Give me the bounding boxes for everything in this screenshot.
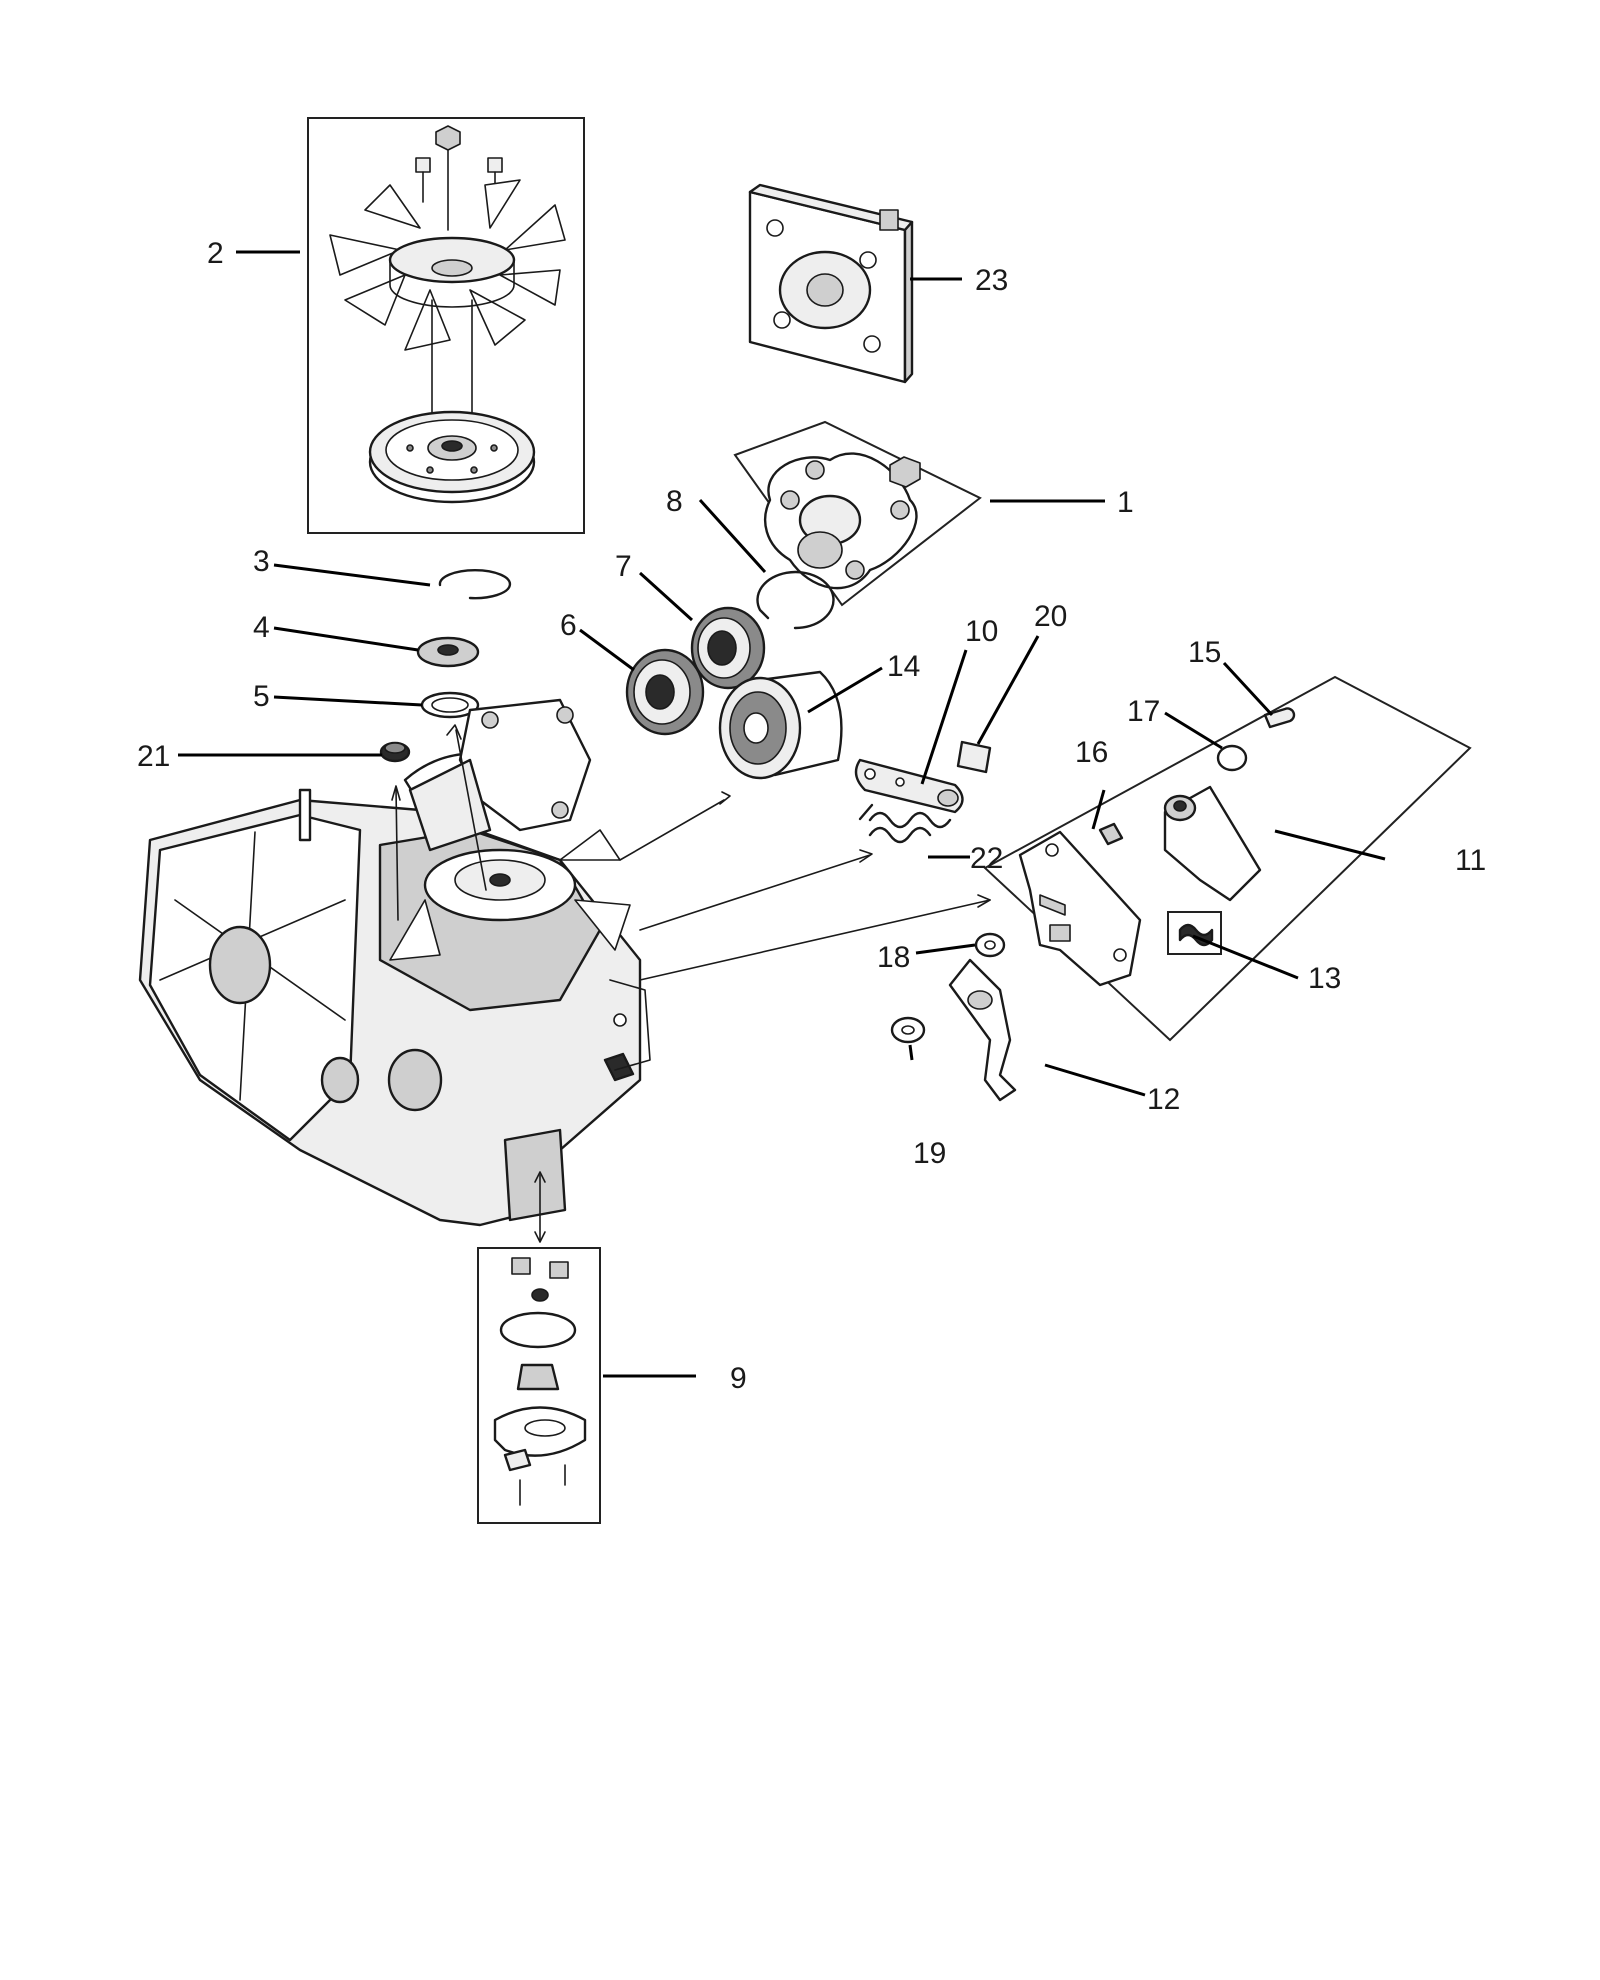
callout-6: 6 [560,609,577,642]
washer-18 [976,934,1004,956]
callout-15: 15 [1188,636,1222,669]
vent-cap-21 [381,743,409,761]
callout-22: 22 [970,842,1004,875]
callout-19: 19 [913,1137,947,1170]
mounting-plate [750,185,912,382]
retaining-ring-8 [757,572,833,628]
clip-20 [958,742,990,772]
idler-wheel-14 [720,672,841,778]
control-arm-kit-group [985,677,1470,1040]
lug-nut [890,457,920,487]
callout-13: 13 [1308,962,1342,995]
callout-12: 12 [1147,1083,1181,1116]
fan-pulley-kit-group [308,118,584,533]
callout-2: 2 [207,237,224,270]
callout-4: 4 [253,611,270,644]
callout-23: 23 [975,264,1009,297]
callout-8: 8 [666,485,683,518]
callout-7: 7 [615,550,632,583]
snap-ring-3 [440,570,510,598]
callout-11: 11 [1455,844,1487,877]
link-bracket-12 [950,960,1015,1100]
transaxle-housing [140,700,650,1225]
callout-5: 5 [253,680,270,713]
drive-pulley [370,412,534,502]
callout-3: 3 [253,545,270,578]
control-bracket [1020,832,1140,985]
callout-16: 16 [1075,736,1109,769]
charge-pump-kit-group [478,1248,600,1523]
bolt-16 [1100,824,1122,844]
callout-20: 20 [1034,600,1068,633]
bearing-6 [627,650,703,734]
callout-21: 21 [137,740,171,773]
washer-17 [1218,746,1246,770]
washer-19 [892,1018,924,1042]
control-arm [1165,787,1260,900]
callout-14: 14 [887,650,921,683]
torsion-spring-22 [860,805,950,842]
callout-17: 17 [1127,695,1161,728]
fan-bolt-left [416,158,430,202]
callout-10: 10 [965,615,999,648]
bearing-7 [692,608,764,688]
callout-1: 1 [1117,486,1134,519]
callout-18: 18 [877,941,911,974]
seal-4 [418,638,478,666]
callout-9: 9 [730,1362,747,1395]
fan-nut-center [436,126,460,230]
